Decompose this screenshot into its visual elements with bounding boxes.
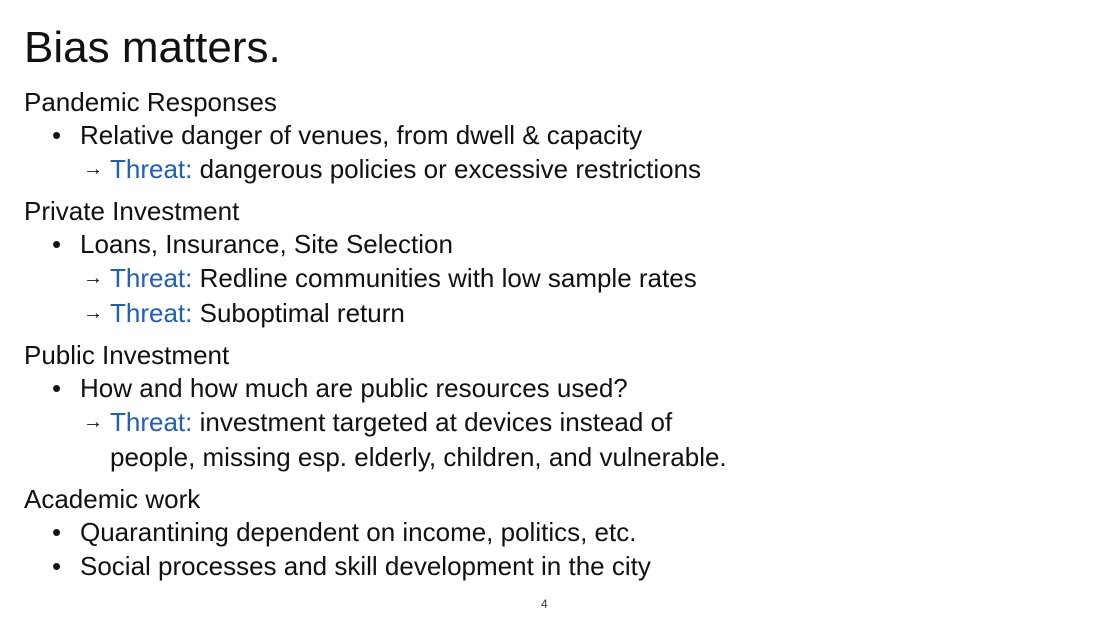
bullet-item xyxy=(24,549,1084,583)
bullet-item xyxy=(24,227,1084,261)
arrow-right-icon: → xyxy=(83,267,103,289)
bullet-dot-icon: • xyxy=(52,120,62,150)
threat-continuation xyxy=(24,440,1084,475)
bullet-text: Loans, Insurance, Site Selection xyxy=(80,229,453,259)
section-heading: Academic work xyxy=(24,484,201,514)
threat-item xyxy=(24,261,1084,296)
section-private-investment xyxy=(24,195,1084,331)
threat-text: investment targeted at devices instead of xyxy=(199,407,673,437)
threat-item xyxy=(24,405,1084,440)
section-academic-work xyxy=(24,483,1084,583)
threat-text: Suboptimal return xyxy=(199,298,405,328)
bullet-dot-icon: • xyxy=(52,229,62,259)
bullet-text: Relative danger of venues, from dwell & capacity xyxy=(80,120,643,150)
bullet-dot-icon: • xyxy=(52,551,62,581)
threat-item xyxy=(24,152,1084,187)
section-heading: Pandemic Responses xyxy=(24,87,277,117)
bullet-item xyxy=(24,371,1084,405)
bullet-text: How and how much are public resources used? xyxy=(80,373,628,403)
arrow-right-icon: → xyxy=(83,411,103,433)
threat-label: Threat: xyxy=(110,407,193,437)
page-number: 4 xyxy=(541,597,548,611)
threat-label: Threat: xyxy=(110,298,193,328)
bullet-dot-icon: • xyxy=(52,373,62,403)
threat-text: people, missing esp. elderly, children, and vulnerable. xyxy=(110,442,727,472)
bullet-item xyxy=(24,515,1084,549)
section-heading: Private Investment xyxy=(24,196,240,226)
threat-label: Threat: xyxy=(110,154,193,184)
threat-label: Threat: xyxy=(110,263,193,293)
slide-title: Bias matters. xyxy=(24,23,281,72)
section-heading: Public Investment xyxy=(24,340,230,370)
section-pandemic-responses xyxy=(24,86,1084,187)
threat-item xyxy=(24,296,1084,331)
arrow-right-icon: → xyxy=(83,158,103,180)
section-public-investment xyxy=(24,339,1084,475)
bullet-item xyxy=(24,118,1084,152)
bullet-dot-icon: • xyxy=(52,517,62,547)
threat-text: dangerous policies or excessive restrictions xyxy=(199,154,702,184)
threat-text: Redline communities with low sample rates xyxy=(199,263,697,293)
bullet-text: Quarantining dependent on income, politics, etc. xyxy=(80,517,637,547)
bullet-text: Social processes and skill development in the city xyxy=(80,551,651,581)
slide-body xyxy=(24,86,1084,583)
arrow-right-icon: → xyxy=(83,302,103,324)
